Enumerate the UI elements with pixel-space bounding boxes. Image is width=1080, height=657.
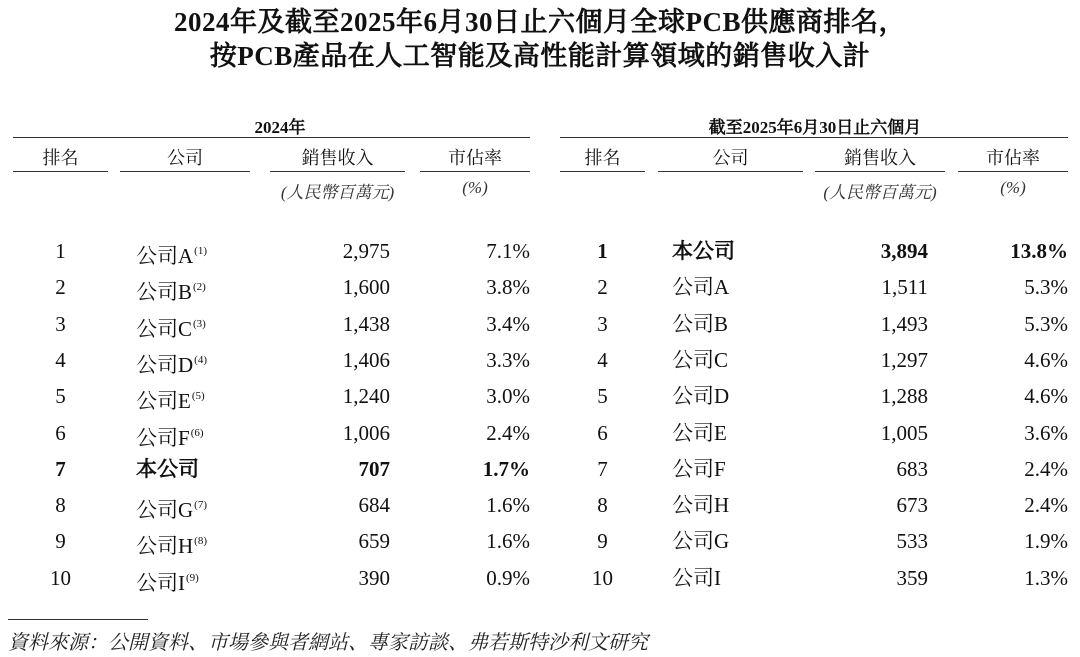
company-name: 公司I: [672, 566, 721, 590]
footnote-marker: (4): [194, 354, 207, 366]
right-share-unit: (%): [1000, 178, 1026, 197]
share-cell: 3.6%: [1024, 421, 1068, 445]
revenue-cell: 1,406: [342, 348, 390, 372]
source-note: 資料來源：公開資料、市場參與者網站、專家訪談、弗若斯特沙利文研究: [8, 632, 648, 654]
left-col-company: 公司: [167, 148, 203, 168]
left-share-unit: (%): [462, 178, 488, 197]
company-name: 公司A: [136, 244, 194, 268]
share-cell: 1.7%: [482, 457, 530, 481]
rank-cell: 10: [50, 566, 71, 590]
rank-cell: 2: [597, 275, 608, 299]
share-cell: 0.9%: [486, 566, 530, 590]
company-cell: [136, 309, 266, 339]
right-group-header: 截至2025年6月30日止六個月: [708, 118, 922, 137]
company-cell: [136, 526, 266, 556]
company-name: 公司H: [672, 493, 730, 517]
revenue-cell: 1,240: [342, 384, 390, 408]
left-col-share: 市佔率: [448, 148, 502, 168]
rank-cell: 6: [55, 421, 66, 445]
company-cell: [672, 345, 812, 375]
share-cell: 13.8%: [1010, 239, 1068, 263]
left-rank-rule: [13, 171, 108, 172]
rank-cell: 9: [55, 529, 66, 553]
left-revenue-rule: [270, 171, 405, 172]
rank-cell: 5: [597, 384, 608, 408]
left-group-header: 2024年: [254, 118, 306, 137]
rank-cell: 4: [597, 348, 608, 372]
footnote-marker: (5): [191, 390, 205, 402]
rank-cell: 7: [55, 457, 66, 481]
revenue-cell: 2,975: [342, 239, 390, 263]
company-cell: [672, 490, 812, 520]
rank-cell: 8: [597, 493, 608, 517]
rank-cell: 8: [55, 493, 66, 517]
company-name: 公司A: [672, 275, 730, 299]
footnote-marker: (8): [194, 535, 207, 547]
share-cell: 4.6%: [1024, 384, 1068, 408]
company-name: 公司E: [672, 421, 727, 445]
share-cell: 2.4%: [1024, 457, 1068, 481]
share-cell: 1.6%: [486, 529, 530, 553]
right-rank-rule: [560, 171, 645, 172]
revenue-cell: 359: [896, 566, 928, 590]
share-cell: 1.9%: [1024, 529, 1068, 553]
right-col-company: 公司: [712, 148, 749, 168]
share-cell: 1.3%: [1024, 566, 1068, 590]
share-cell: 3.4%: [486, 312, 530, 336]
company-cell: [672, 381, 812, 411]
revenue-cell: 684: [358, 493, 390, 517]
right-group-rule: [560, 137, 1068, 138]
source-rule: [8, 619, 148, 620]
revenue-cell: 673: [896, 493, 928, 517]
company-cell: [136, 563, 266, 593]
right-revenue-unit: (人民幣百萬元): [823, 183, 937, 202]
company-cell: [136, 454, 266, 484]
company-name: 公司H: [136, 534, 194, 558]
company-name: 公司E: [136, 389, 191, 413]
right-share-rule: [958, 171, 1068, 172]
rank-cell: 9: [597, 529, 608, 553]
right-revenue-rule: [815, 171, 945, 172]
company-cell: [672, 454, 812, 484]
company-cell: [672, 418, 812, 448]
title-line-1: 2024年及截至2025年6月30日止六個月全球PCB供應商排名，: [174, 7, 906, 37]
company-name: 公司D: [672, 384, 730, 408]
company-name: 公司F: [136, 426, 190, 450]
right-col-share: 市佔率: [986, 148, 1040, 168]
revenue-cell: 533: [896, 529, 928, 553]
company-name: 公司G: [136, 498, 194, 522]
revenue-cell: 1,288: [880, 384, 928, 408]
footnote-marker: (1): [194, 245, 207, 257]
rank-cell: 5: [55, 384, 66, 408]
footnote-marker: (3): [193, 318, 206, 330]
company-cell: [136, 236, 266, 266]
share-cell: 7.1%: [486, 239, 530, 263]
title-line-2: 按PCB產品在人工智能及高性能計算領域的銷售收入計: [209, 41, 871, 71]
company-name: 本公司: [136, 457, 199, 481]
revenue-cell: 390: [358, 566, 390, 590]
left-col-rank: 排名: [42, 148, 79, 168]
revenue-cell: 1,297: [880, 348, 928, 372]
company-name: 公司C: [672, 348, 729, 372]
revenue-cell: 683: [896, 457, 928, 481]
rank-cell: 10: [592, 566, 613, 590]
share-cell: 2.4%: [1024, 493, 1068, 517]
revenue-cell: 1,511: [881, 275, 928, 299]
company-cell: [672, 563, 812, 593]
rank-cell: 7: [597, 457, 608, 481]
revenue-cell: 659: [358, 529, 390, 553]
footnote-marker: (6): [190, 427, 204, 439]
revenue-cell: 3,894: [880, 239, 928, 263]
share-cell: 3.0%: [486, 384, 530, 408]
company-cell: [136, 418, 266, 448]
left-revenue-unit: (人民幣百萬元): [280, 183, 395, 202]
right-company-rule: [658, 171, 803, 172]
share-cell: 1.6%: [486, 493, 530, 517]
company-name: 公司G: [672, 529, 730, 553]
revenue-cell: 1,600: [342, 275, 390, 299]
company-cell: [136, 381, 266, 411]
rank-cell: 6: [597, 421, 608, 445]
footnote-marker: (7): [194, 499, 207, 511]
revenue-cell: 1,493: [880, 312, 928, 336]
right-col-rank: 排名: [584, 148, 621, 168]
rank-cell: 1: [55, 239, 66, 263]
rank-cell: 4: [55, 348, 66, 372]
footnote-marker: (2): [193, 281, 206, 293]
left-share-rule: [420, 171, 530, 172]
company-name: 公司F: [672, 457, 726, 481]
revenue-cell: 707: [358, 457, 390, 481]
revenue-cell: 1,438: [342, 312, 390, 336]
share-cell: 3.3%: [486, 348, 530, 372]
company-name: 公司B: [672, 312, 729, 336]
share-cell: 5.3%: [1024, 275, 1068, 299]
company-name: 公司I: [136, 571, 185, 595]
company-cell: [136, 490, 266, 520]
left-col-revenue: 銷售收入: [301, 148, 374, 168]
company-name: 本公司: [672, 239, 735, 263]
footnote-marker: (9): [186, 572, 199, 584]
share-cell: 2.4%: [486, 421, 530, 445]
company-name: 公司D: [136, 353, 194, 377]
rank-cell: 1: [597, 239, 608, 263]
rank-cell: 3: [597, 312, 608, 336]
company-cell: [136, 272, 266, 302]
share-cell: 3.8%: [486, 275, 530, 299]
company-cell: [672, 526, 812, 556]
company-cell: [672, 272, 812, 302]
rank-cell: 2: [55, 275, 66, 299]
right-col-revenue: 銷售收入: [844, 148, 916, 168]
company-cell: [136, 345, 266, 375]
left-group-rule: [13, 137, 530, 138]
share-cell: 5.3%: [1024, 312, 1068, 336]
revenue-cell: 1,006: [342, 421, 390, 445]
company-cell: [672, 236, 812, 266]
company-name: 公司B: [136, 280, 193, 304]
revenue-cell: 1,005: [880, 421, 928, 445]
share-cell: 4.6%: [1024, 348, 1068, 372]
company-cell: [672, 309, 812, 339]
company-name: 公司C: [136, 317, 193, 341]
rank-cell: 3: [55, 312, 66, 336]
left-company-rule: [120, 171, 250, 172]
